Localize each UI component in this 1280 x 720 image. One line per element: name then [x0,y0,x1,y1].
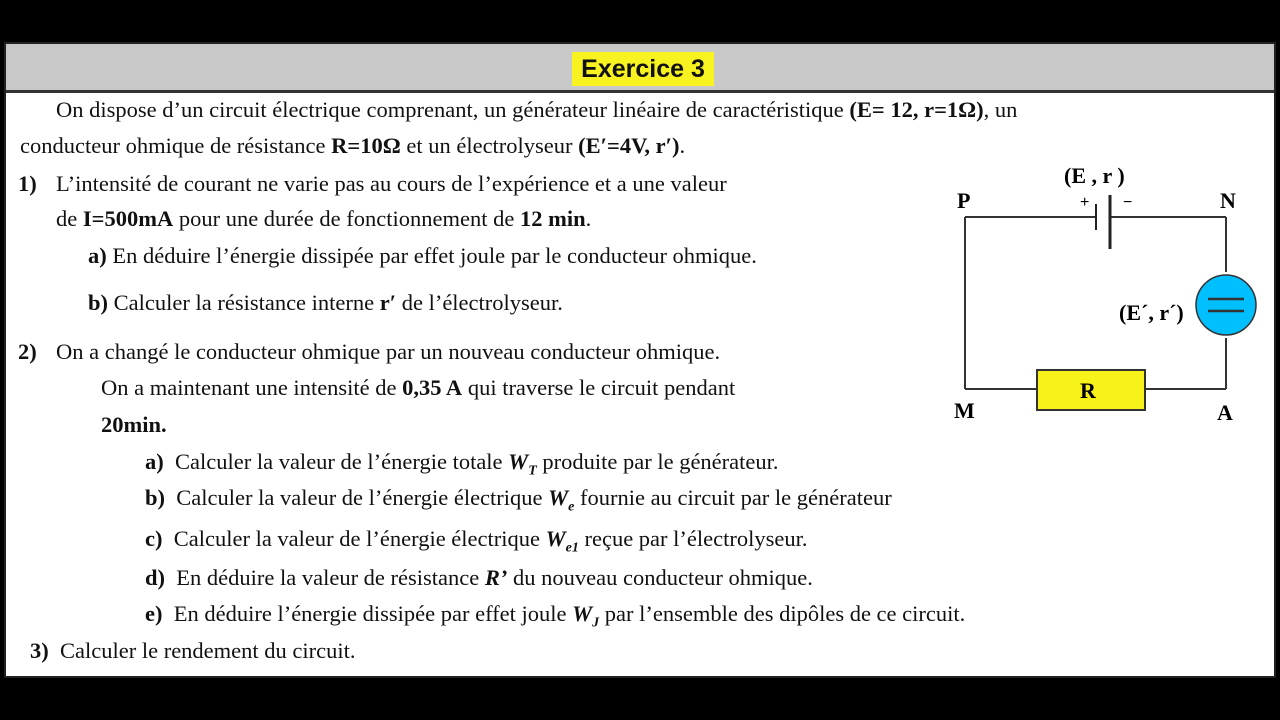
question-2-number: 2) [18,339,37,364]
current-value: I=500mA [82,206,174,231]
resistance-symbol: R’ [484,565,508,590]
q2a-label: a) [145,449,164,474]
intro-text-end: . [679,133,686,158]
question-1-number: 1) [18,171,37,196]
new-current-value: 0,35 A [402,375,463,400]
q2d-label: d) [145,565,166,590]
question-3-text: Calculer le rendement du circuit. [60,638,356,663]
node-P: P [957,188,971,213]
q1-text: de [56,206,83,231]
q2e-text: En déduire l’énergie dissipée par effet joule [173,601,573,626]
q1b-text-end: de l’électrolyseur. [396,290,563,315]
energy-symbol-letter: W [508,449,529,474]
q2a-text: Calculer la valeur de l’énergie totale [175,449,509,474]
electrolyser-symbol [1196,275,1256,335]
generator-label: (E , r ) [1064,163,1125,188]
energy-symbol-subscript: J [592,615,600,631]
intro-text: On dispose d’un circuit électrique comprenant, un générateur linéaire de caractéristique [56,97,850,122]
question-3-number: 3) [30,638,49,663]
q2c-label: c) [145,526,163,551]
electrolyser-label: (E´, r´) [1119,300,1184,325]
q1-text: pour une durée de fonctionnement de [173,206,520,231]
internal-resistance-symbol: r′ [379,290,397,315]
q2c-text: Calculer la valeur de l’énergie électrique [173,526,546,551]
node-A: A [1217,400,1233,425]
q2a-text-end: produite par le générateur. [536,449,779,474]
question-2-line-3: 20min. [101,412,167,437]
intro-text-end: , un [983,97,1018,122]
q2b-label: b) [145,485,166,510]
duration-value: 12 min [519,206,586,231]
minus-sign: − [1123,194,1133,211]
q2-text: qui traverse le circuit pendant [462,375,736,400]
question-1-line-1: L’intensité de courant ne varie pas au cours de l’expérience et a une valeur [56,171,727,196]
resistance-value: R=10Ω [331,133,401,158]
energy-symbol-subscript: e1 [565,540,579,556]
resistor-label: R [1080,378,1096,403]
q2-text: On a maintenant une intensité de [101,375,403,400]
plus-sign: + [1080,194,1090,211]
energy-symbol-subscript: e [568,499,575,515]
q1b-text: Calculer la résistance interne [113,290,380,315]
intro-text: et un électrolyseur [400,133,579,158]
exercise-title: Exercice 3 [572,52,714,86]
energy-symbol-letter: W [548,485,569,510]
energy-symbol-subscript: T [528,463,537,479]
q2d-text: En déduire la valeur de résistance [176,565,485,590]
energy-symbol-letter: W [572,601,593,626]
q2b-text-end: fournie au circuit par le générateur [574,485,892,510]
q1-text-end: . [585,206,592,231]
q1a-text: En déduire l’énergie dissipée par effet joule par le conducteur ohmique. [112,243,757,268]
node-M: M [954,398,975,423]
q2e-label: e) [145,601,163,626]
energy-symbol-letter: W [545,526,566,551]
electrolyser-values: (E′=4V, r′) [578,133,680,158]
q1b-label: b) [88,290,109,315]
q1a-label: a) [88,243,107,268]
node-N: N [1220,188,1236,213]
q2c-text-end: reçue par l’électrolyseur. [578,526,808,551]
intro-text: conducteur ohmique de résistance [20,133,332,158]
q2e-text-end: par l’ensemble des dipôles de ce circuit. [599,601,966,626]
q2b-text: Calculer la valeur de l’énergie électrique [176,485,549,510]
generator-values: (E= 12, r=1Ω) [849,97,984,122]
question-2-line-1: On a changé le conducteur ohmique par un nouveau conducteur ohmique. [56,339,721,364]
q2d-text-end: du nouveau conducteur ohmique. [507,565,813,590]
